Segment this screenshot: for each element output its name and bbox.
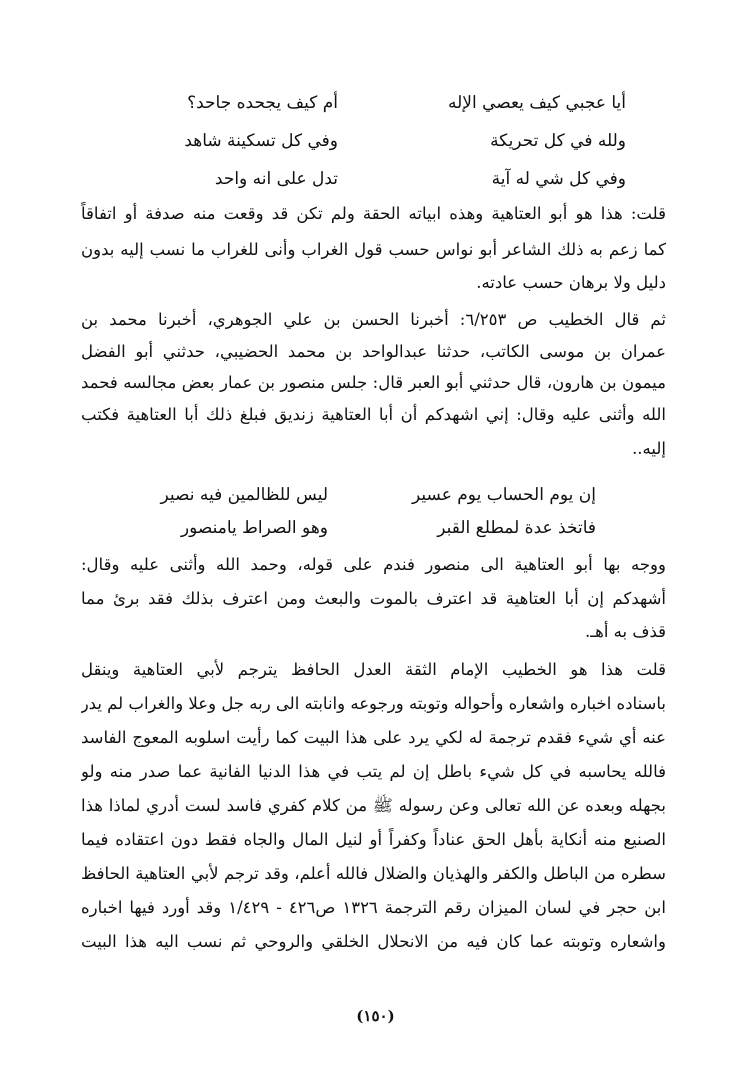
text-line: الصنيع منه أنكاية بأهل الحق عناداً وكفراً أو لنيل المال والجاه فقط دون اعتقاده فيما: [81, 830, 666, 849]
text-line: كما زعم به ذلك الشاعر أبو نواس حسب قول الغراب وأنى للغراب ما نسب إليه بدون: [81, 240, 666, 259]
text-line: عنه أي شيء فقدم ترجمة له لكي يرد على هذا البيت كما رأيت اسلوبه المعوج الفاسد: [81, 728, 666, 747]
text-line: قلت هذا هو الخطيب الإمام الثقة العدل الحافظ يترجم لأبي العتاهية وينقل: [81, 660, 666, 679]
text-line: أشهدكم إن أبا العتاهية قد اعترف بالموت والبعث ومن اعترف بذلك فقد برئ مما: [81, 589, 666, 608]
verse-2-hemistich-right: فاتخذ عدة لمطلع القبر: [437, 518, 596, 538]
text-line: باسناده اخباره واشعاره وأحواله وتوبته ورجوعه وانابته الى ربه جل وعلا والغراب لم يدر: [81, 694, 666, 713]
verse-2-hemistich-left: وهو الصراط يامنصور: [180, 518, 328, 538]
verse-1-hemistich-right: إن يوم الحساب يوم عسير: [412, 485, 596, 505]
text-line: عمران بن موسى الكاتب، حدثنا عبدالواحد بن محمد الحضيبي، حدثني أبو الفضل: [81, 342, 666, 361]
verse-1-hemistich-left: أم كيف يجحده جاحد؟: [187, 93, 338, 113]
text-line: فالله يحاسبه في كل شيء باطل إن لم يتب في هذا الدنيا الفانية عما صدر منه ولو: [81, 762, 666, 781]
verse-3-hemistich-left: تدل على انه واحد: [214, 169, 338, 189]
text-line: ابن حجر في لسان الميزان رقم الترجمة ١٣٢٦ ص٤٢٦ - ١/٤٢٩ وقد أورد فيها اخباره: [81, 898, 666, 917]
text-line: واشعاره وتوبته عما كان فيه من الانحلال الخلقي والروحي ثم نسب اليه هذا البيت: [81, 932, 666, 951]
verse-2-hemistich-right: ولله في كل تحريكة: [490, 131, 626, 151]
text-line: بجهله وبعده عن الله تعالى وعن رسوله ﷺ من كلام كفري فاسد لست أدري لماذا هذا: [81, 796, 666, 815]
verse-3-hemistich-right: وفي كل شي له آية: [491, 169, 626, 189]
text-line: دليل ولا برهان حسب عادته.: [476, 273, 666, 292]
text-line: قذف به أهـ.: [585, 622, 666, 641]
text-line: سطره من الباطل والكفر والهذيان والضلال فالله أعلم، وقد ترجم لأبي العتاهية الحافظ: [81, 864, 666, 883]
page-number: (١٥٠): [356, 1007, 395, 1025]
text-line: قلت: هذا هو أبو العتاهية وهذه ابياته الحقة ولم تكن قد وقعت منه صدفة أو اتفاقاً: [81, 204, 666, 223]
text-line: ثم قال الخطيب ص ٦/٢٥٣: أخبرنا الحسن بن علي الجوهري، أخبرنا محمد بن: [81, 310, 666, 329]
text-line: ميمون بن هارون، قال حدثني أبو العبر قال: جلس منصور بن عمار بعض مجالسه فحمد: [81, 373, 666, 392]
verse-2-hemistich-left: وفي كل تسكينة شاهد: [184, 131, 338, 151]
text-line: إليه..: [632, 439, 666, 458]
text-line: الله وأثنى عليه وقال: إني اشهدكم أن أبا العتاهية زنديق فبلغ ذلك أبا العتاهية فكتب: [81, 405, 666, 424]
verse-1-hemistich-right: أيا عجبي كيف يعصي الإله: [447, 93, 626, 113]
verse-1-hemistich-left: ليس للظالمين فيه نصير: [160, 485, 328, 505]
text-line: ووجه بها أبو العتاهية الى منصور فندم على قوله، وحمد الله وأثنى عليه وقال:: [81, 555, 666, 574]
